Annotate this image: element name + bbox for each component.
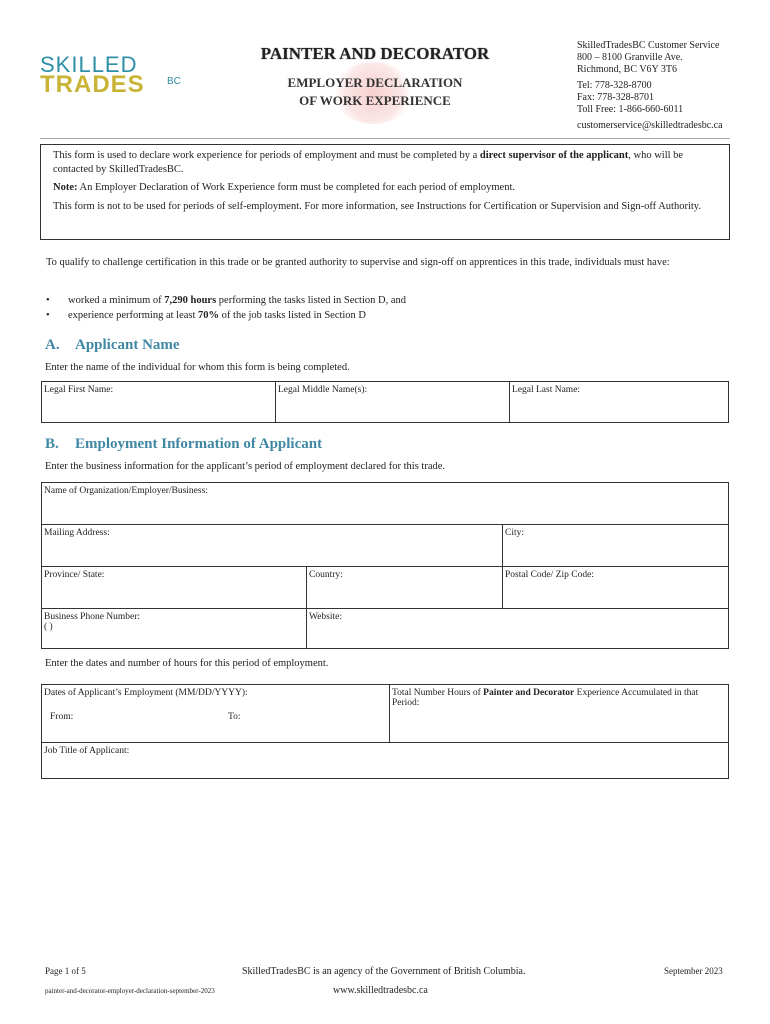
dates-table (41, 684, 729, 779)
contact-block (577, 40, 723, 132)
logo-bc: BC (167, 76, 181, 87)
footer-date: September 2023 (664, 966, 723, 976)
job-title-field[interactable]: Job Title of Applicant: (42, 743, 729, 779)
contact-email[interactable]: customerservice@skilledtradesbc.ca (577, 120, 723, 131)
contact-name: SkilledTradesBC Customer Service (577, 40, 720, 51)
contact-tel: Tel: 778-328-8700 (577, 80, 652, 91)
notice-p3: This form is not to be used for periods of self-employment. For more information, see Instructions for Certification or Supervision and Sign-off Authority. (53, 200, 701, 212)
agency-note: SkilledTradesBC is an agency of the Government of British Columbia. (242, 966, 526, 977)
business-phone-field[interactable]: Business Phone Number: ( ) (42, 609, 307, 649)
contact-address2: Richmond, BC V6Y 3T6 (577, 64, 678, 75)
employment-info-table (41, 482, 729, 649)
country-field[interactable]: Country: (307, 567, 503, 609)
header-divider (40, 138, 730, 139)
section-b-instruction: Enter the business information for the applicant’s period of employment declared for this trade. (45, 461, 446, 472)
city-field[interactable]: City: (503, 525, 729, 567)
contact-tollfree: Toll Free: 1-866-660-6011 (577, 104, 684, 115)
bullet-percent: • experience performing at least 70% of the job tasks listed in Section D (46, 308, 406, 323)
employment-dates-field[interactable]: Dates of Applicant’s Employment (MM/DD/YYYY): From: To: (42, 685, 390, 743)
organization-field[interactable]: Name of Organization/Employer/Business: (42, 483, 729, 525)
from-label[interactable]: From: (50, 712, 74, 722)
form-subtitle (240, 74, 510, 110)
notice-note: Note: An Employer Declaration of Work Experience form must be completed for each period of employment. (53, 182, 515, 193)
applicant-name-table (41, 381, 729, 423)
subtitle-line-1: EMPLOYER DECLARATION (287, 75, 463, 90)
total-hours-field[interactable]: Total Number Hours of Painter and Decorator Experience Accumulated in that Period: (390, 685, 729, 743)
contact-address1: 800 – 8100 Granville Ave. (577, 52, 683, 63)
logo-trades: TRADES (40, 71, 145, 98)
legal-first-name-field[interactable]: Legal First Name: (42, 382, 276, 423)
section-a-heading: A. Applicant Name (45, 337, 180, 353)
bullet-hours: • worked a minimum of 7,290 hours performing the tasks listed in Section D, and (46, 293, 406, 308)
form-title: PAINTER AND DECORATOR (260, 44, 490, 63)
postal-code-field[interactable]: Postal Code/ Zip Code: (503, 567, 729, 609)
footer-url[interactable]: www.skilledtradesbc.ca (333, 985, 428, 996)
legal-middle-name-field[interactable]: Legal Middle Name(s): (276, 382, 510, 423)
to-label[interactable]: To: (228, 712, 241, 722)
notice-box (40, 144, 730, 240)
legal-last-name-field[interactable]: Legal Last Name: (510, 382, 729, 423)
province-field[interactable]: Province/ State: (42, 567, 307, 609)
mailing-address-field[interactable]: Mailing Address: (42, 525, 503, 567)
website-field[interactable]: Website: (307, 609, 729, 649)
footer-filename: painter-and-decorator-employer-declaration-september-2023 (45, 987, 215, 995)
page-number: Page 1 of 5 (45, 966, 86, 976)
qualify-intro: To qualify to challenge certification in this trade or be granted authority to supervise and sign-off on apprentices in this trade, individuals must have: (46, 257, 670, 268)
section-b-heading: B. Employment Information of Applicant (45, 436, 323, 452)
dates-instruction: Enter the dates and number of hours for this period of employment. (45, 658, 329, 669)
qualify-bullets (46, 293, 406, 323)
subtitle-line-2: OF WORK EXPERIENCE (299, 93, 451, 108)
section-a-instruction: Enter the name of the individual for whom this form is being completed. (45, 362, 350, 373)
logo-skilled: SKILLED (40, 52, 138, 77)
contact-fax: Fax: 778-328-8701 (577, 92, 654, 103)
notice-p1: This form is used to declare work experience for periods of employment and must be completed by a direct supervisor of the applicant, who will be contacted by SkilledTradesBC. (53, 150, 684, 175)
